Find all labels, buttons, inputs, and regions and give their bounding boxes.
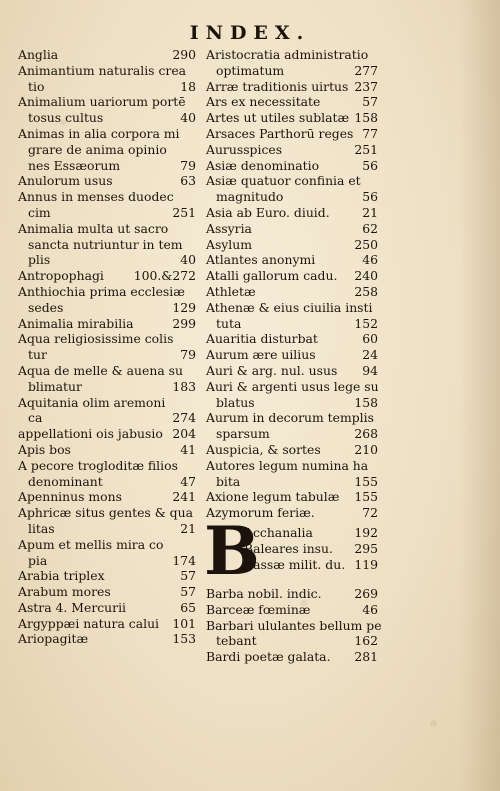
index-entry	[206, 268, 378, 284]
entry-term-continuation	[18, 158, 196, 174]
entry-page-number: 21	[180, 520, 196, 536]
entry-term	[206, 649, 378, 665]
index-entry	[206, 300, 378, 332]
entry-text: ca	[28, 410, 43, 426]
index-entry	[18, 584, 196, 600]
index-entry	[206, 458, 378, 490]
entry-page-number: 47	[180, 473, 196, 489]
entry-term-continuation	[18, 110, 196, 126]
entry-term	[18, 616, 196, 632]
entry-term	[18, 631, 196, 647]
index-entry	[206, 442, 378, 458]
entry-text: Arræ traditionis uirtus	[206, 78, 349, 94]
entry-text: Apenninus mons	[18, 489, 122, 505]
entry-term	[206, 617, 382, 634]
entry-page-number: 18	[180, 78, 196, 94]
entry-text: Athletæ	[206, 283, 256, 299]
entry-term-continuation	[18, 347, 196, 363]
entry-text: sedes	[28, 299, 64, 315]
entry-text: Baleares insu.	[244, 540, 333, 556]
entry-text: Asylum	[206, 236, 252, 252]
index-entry	[206, 649, 378, 665]
entry-text: Anulorum usus	[18, 173, 113, 189]
entry-page-number: 155	[354, 473, 378, 489]
entry-page-number: 79	[180, 347, 196, 363]
index-entry	[206, 586, 378, 602]
entry-term	[18, 268, 196, 284]
index-entry	[206, 379, 378, 411]
entry-text: cim	[28, 204, 51, 220]
entry-text: Azymorum feriæ.	[206, 505, 315, 521]
entry-term	[18, 537, 196, 553]
entry-term	[18, 395, 196, 411]
entry-page-number: 281	[354, 649, 378, 665]
index-entry	[18, 616, 196, 632]
entry-text: grare de anima opinio	[28, 141, 167, 157]
entry-term	[18, 284, 196, 300]
entry-text: Anglia	[18, 47, 59, 62]
index-entry	[18, 395, 196, 427]
entry-term	[206, 110, 378, 126]
entry-text: Auspicia, & sortes	[206, 441, 321, 457]
entry-page-number: 79	[180, 157, 196, 173]
entry-term	[206, 94, 378, 110]
entry-page-number: 24	[362, 347, 378, 363]
index-entry	[206, 158, 378, 174]
entry-page-number: 277	[354, 62, 378, 78]
entry-text: Animalia multa ut sacro	[18, 220, 169, 236]
entry-text: Aphricæ situs gentes & qua	[18, 505, 193, 521]
entry-term	[18, 63, 196, 79]
entry-text: Atlantes anonymi	[206, 252, 316, 268]
entry-term	[206, 158, 378, 174]
entry-term-continuation	[18, 379, 196, 395]
entry-text: Athenæ & eius ciuilia insti	[206, 299, 373, 315]
entry-text: tebant	[216, 633, 257, 649]
entry-text: Ariopagitæ	[18, 631, 89, 647]
index-entry	[18, 363, 196, 395]
entry-text: plis	[28, 252, 51, 268]
entry-term	[18, 458, 196, 474]
index-entry	[206, 617, 382, 650]
index-entry	[18, 568, 196, 584]
index-entry	[206, 126, 378, 142]
entry-page-number: 174	[172, 552, 196, 568]
entry-term-continuation	[18, 79, 196, 95]
entry-text: Auri & arg. nul. usus	[206, 362, 338, 378]
entry-term	[206, 205, 378, 221]
entry-text: tio	[28, 78, 45, 94]
entry-text: Animantium naturalis crea	[18, 62, 187, 78]
entry-text: Anthiochia prima ecclesiæ	[18, 283, 185, 299]
index-entry	[206, 410, 378, 442]
entry-page-number: 57	[180, 568, 196, 584]
entry-page-number: 268	[354, 426, 378, 442]
entry-page-number: 153	[172, 631, 196, 647]
entry-text: Asiæ denominatio	[206, 157, 320, 173]
index-entry	[18, 189, 196, 221]
entry-term-continuation	[18, 474, 196, 490]
index-entry	[206, 363, 378, 379]
entry-page-number: 250	[354, 236, 378, 252]
index-entry	[206, 205, 378, 221]
index-entry	[206, 284, 378, 300]
entry-text: Asiæ quatuor confinia et	[206, 173, 361, 189]
entry-text: blimatur	[28, 378, 82, 394]
entry-term	[206, 221, 378, 237]
entry-term	[18, 363, 196, 379]
entry-page-number: 129	[172, 299, 196, 315]
index-entry	[244, 541, 378, 557]
entry-page-number: 72	[362, 505, 378, 521]
entry-page-number: 46	[362, 252, 378, 268]
entry-text: Barba nobil. indic.	[206, 585, 322, 601]
entry-page-number: 100.&272	[133, 268, 196, 284]
entry-text: Aurum ære uilius	[206, 347, 316, 363]
index-entry	[18, 63, 196, 95]
entry-page-number: 251	[354, 141, 378, 157]
entry-page-number: 56	[362, 157, 378, 173]
entry-term	[206, 442, 378, 458]
entry-term-continuation	[18, 237, 196, 253]
entry-page-number: 21	[362, 204, 378, 220]
entry-term	[206, 586, 378, 602]
entry-page-number: 63	[180, 173, 196, 189]
index-entry	[18, 426, 196, 442]
entry-term	[206, 489, 378, 505]
index-entry	[18, 331, 196, 363]
entry-page-number: 41	[180, 441, 196, 457]
entry-page-number: 258	[354, 283, 378, 299]
entry-page-number: 241	[172, 489, 196, 505]
entry-term	[206, 602, 378, 618]
entry-page-number: 101	[172, 615, 196, 631]
entry-term-continuation	[206, 63, 378, 79]
entry-text: tur	[28, 347, 47, 363]
entry-text: Annus in menses duodec	[18, 189, 174, 205]
entry-term-continuation	[206, 316, 378, 332]
index-entry	[18, 221, 196, 268]
entry-text: Animalium uariorum portē	[18, 94, 186, 110]
entry-text: Aristocratia administratio	[206, 47, 369, 62]
entry-term-continuation	[206, 395, 378, 411]
index-entry	[206, 47, 378, 79]
entry-term	[18, 126, 196, 142]
entry-term-continuation	[18, 553, 196, 569]
index-entry	[206, 94, 378, 110]
entry-text: Ars ex necessitate	[206, 94, 321, 110]
entry-page-number: 204	[172, 426, 196, 442]
index-entry	[206, 79, 378, 95]
entry-term	[206, 331, 378, 347]
index-entry	[18, 316, 196, 332]
entry-page-number: 192	[354, 524, 378, 540]
entry-term	[18, 189, 196, 205]
entry-page-number: 57	[362, 94, 378, 110]
entry-text: tuta	[216, 315, 242, 331]
entry-text: Acchanalia	[244, 524, 313, 540]
entry-text: Atalli gallorum cadu.	[206, 268, 338, 284]
entry-text: tosus cultus	[28, 110, 104, 126]
entry-page-number: 40	[180, 110, 196, 126]
index-entry	[206, 221, 378, 237]
entry-page-number: 56	[362, 189, 378, 205]
entry-term	[206, 252, 378, 268]
entry-text: Assyria	[206, 220, 252, 236]
entry-term	[18, 442, 196, 458]
entry-page-number: 46	[362, 601, 378, 617]
index-entry	[18, 268, 196, 284]
entry-text: Animalia mirabilia	[18, 315, 134, 331]
entry-page-number: 299	[172, 315, 196, 331]
entry-term-continuation	[18, 410, 196, 426]
entry-term	[206, 363, 378, 379]
index-entry	[244, 525, 378, 541]
entry-term-continuation	[206, 189, 378, 205]
entry-term	[206, 268, 378, 284]
entry-term	[206, 458, 378, 474]
index-entry	[206, 237, 378, 253]
entry-term-continuation	[18, 142, 196, 158]
index-entry	[18, 442, 196, 458]
entry-term	[206, 47, 378, 63]
index-entry	[206, 347, 378, 363]
index-entry	[18, 173, 196, 189]
entry-term	[18, 426, 196, 442]
index-entry	[206, 173, 378, 205]
entry-text: Barceæ fœminæ	[206, 601, 311, 617]
entry-text: Arsaces Parthorū reges	[206, 125, 354, 141]
entry-term	[206, 410, 378, 426]
entry-text: Aqua de melle & auena su	[18, 362, 183, 378]
entry-page-number: 158	[354, 110, 378, 126]
entry-page-number: 162	[354, 633, 378, 649]
entry-page-number: 274	[172, 410, 196, 426]
index-entry	[18, 94, 196, 126]
entry-term-continuation	[206, 633, 378, 649]
entry-page-number: 94	[362, 362, 378, 378]
entry-text: Apum et mellis mira co	[18, 536, 164, 552]
entry-text: nes Essæorum	[28, 157, 121, 173]
entry-page-number: 251	[172, 204, 196, 220]
entry-term	[18, 316, 196, 332]
index-entry	[206, 331, 378, 347]
entry-term	[206, 284, 378, 300]
entry-term	[206, 347, 378, 363]
entry-term	[18, 47, 196, 63]
entry-text: Auri & argenti usus lege su	[206, 378, 379, 394]
index-entry	[18, 600, 196, 616]
entry-text: Aqua religiosissime colis	[18, 331, 174, 347]
entry-text: litas	[28, 520, 55, 536]
entry-term	[206, 142, 378, 158]
entry-term	[18, 221, 196, 237]
entry-text: bita	[216, 473, 241, 489]
entry-term	[206, 237, 378, 253]
entry-text: Aurusspices	[206, 141, 283, 157]
index-entry	[244, 557, 378, 573]
entry-term	[206, 79, 378, 95]
page-header: INDEX.	[189, 22, 311, 44]
entry-text: Barbari ululantes bellum pe	[206, 617, 382, 633]
entry-term-continuation	[18, 205, 196, 221]
entry-text: Auaritia disturbat	[206, 331, 318, 347]
index-entry	[206, 252, 378, 268]
entry-page-number: 240	[354, 268, 378, 284]
entry-text: Argyppæi natura calui	[18, 615, 160, 631]
index-entry	[18, 537, 196, 569]
entry-page-number: 183	[172, 378, 196, 394]
index-entry	[206, 110, 378, 126]
index-entry	[206, 602, 378, 618]
entry-text: Arabia triplex	[18, 568, 105, 584]
index-entry	[18, 631, 196, 647]
entry-text: Aquitania olim aremoni	[18, 394, 166, 410]
entry-term	[18, 584, 196, 600]
entry-term	[18, 173, 196, 189]
entry-page-number: 60	[362, 331, 378, 347]
entry-term	[18, 94, 196, 110]
index-entry	[18, 458, 196, 490]
entry-page-number: 158	[354, 394, 378, 410]
entry-page-number: 237	[354, 78, 378, 94]
index-column-right	[204, 47, 382, 665]
entry-page-number: 152	[354, 315, 378, 331]
index-entry	[18, 284, 196, 316]
entry-text: pia	[28, 552, 48, 568]
index-entry	[18, 47, 196, 63]
entry-text: blatus	[216, 394, 255, 410]
index-entry	[18, 126, 196, 173]
entry-text: Bassæ milit. du.	[244, 556, 346, 572]
entry-page-number: 295	[354, 540, 378, 556]
entry-term-continuation	[18, 252, 196, 268]
entry-text: Arabum mores	[18, 584, 111, 600]
entry-page-number: 57	[180, 584, 196, 600]
entry-text: Artes ut utiles sublatæ	[206, 110, 350, 126]
entry-term-continuation	[18, 300, 196, 316]
entry-text: Astra 4. Mercurii	[18, 599, 127, 615]
entry-text: Autores legum numina ha	[206, 457, 369, 473]
entry-page-number: 269	[354, 585, 378, 601]
decorated-initial: B	[204, 511, 260, 590]
entry-text: A pecore trogloditæ filios	[18, 457, 178, 473]
entry-term	[18, 331, 196, 347]
index-entry	[206, 489, 378, 505]
index-entry	[18, 505, 196, 537]
entry-text: Animas in alia corpora mi	[18, 125, 180, 141]
entry-page-number: 65	[180, 599, 196, 615]
entry-term	[206, 173, 378, 189]
entry-term-continuation	[18, 521, 196, 537]
entry-term	[206, 300, 378, 316]
entry-page-number: 77	[362, 125, 378, 141]
entry-text: Antropophagi	[18, 268, 104, 284]
entry-term-continuation	[206, 474, 378, 490]
entry-term	[18, 489, 196, 505]
index-entry	[18, 489, 196, 505]
entry-text: magnitudo	[216, 189, 284, 205]
entry-term	[206, 126, 378, 142]
entry-text: Aurum in decorum templis	[206, 410, 374, 426]
entry-text: Asia ab Euro. diuid.	[206, 204, 330, 220]
entry-page-number: 155	[354, 489, 378, 505]
paper-stain	[430, 720, 437, 727]
index-column-left	[18, 47, 196, 647]
entry-term	[18, 505, 196, 521]
page-edge-shadow	[460, 0, 500, 791]
entry-term	[18, 568, 196, 584]
entry-page-number: 119	[354, 556, 378, 572]
entry-page-number: 290	[172, 47, 196, 62]
entry-term-continuation	[206, 426, 378, 442]
index-entry	[206, 142, 378, 158]
entry-text: optimatum	[216, 62, 285, 78]
entry-text: denominant	[28, 473, 103, 489]
entry-text: Bardi poetæ galata.	[206, 649, 331, 665]
entry-text: Axione legum tabulæ	[206, 489, 340, 505]
entry-text: appellationi ois jabusio	[18, 426, 163, 442]
entry-term	[18, 600, 196, 616]
entry-page-number: 40	[180, 252, 196, 268]
entry-term	[206, 379, 378, 395]
entry-text: Apis bos	[18, 441, 71, 457]
entry-page-number: 62	[362, 220, 378, 236]
entry-page-number: 210	[354, 441, 378, 457]
entry-text: sancta nutriuntur in tem	[28, 236, 183, 252]
entry-text: sparsum	[216, 426, 270, 442]
